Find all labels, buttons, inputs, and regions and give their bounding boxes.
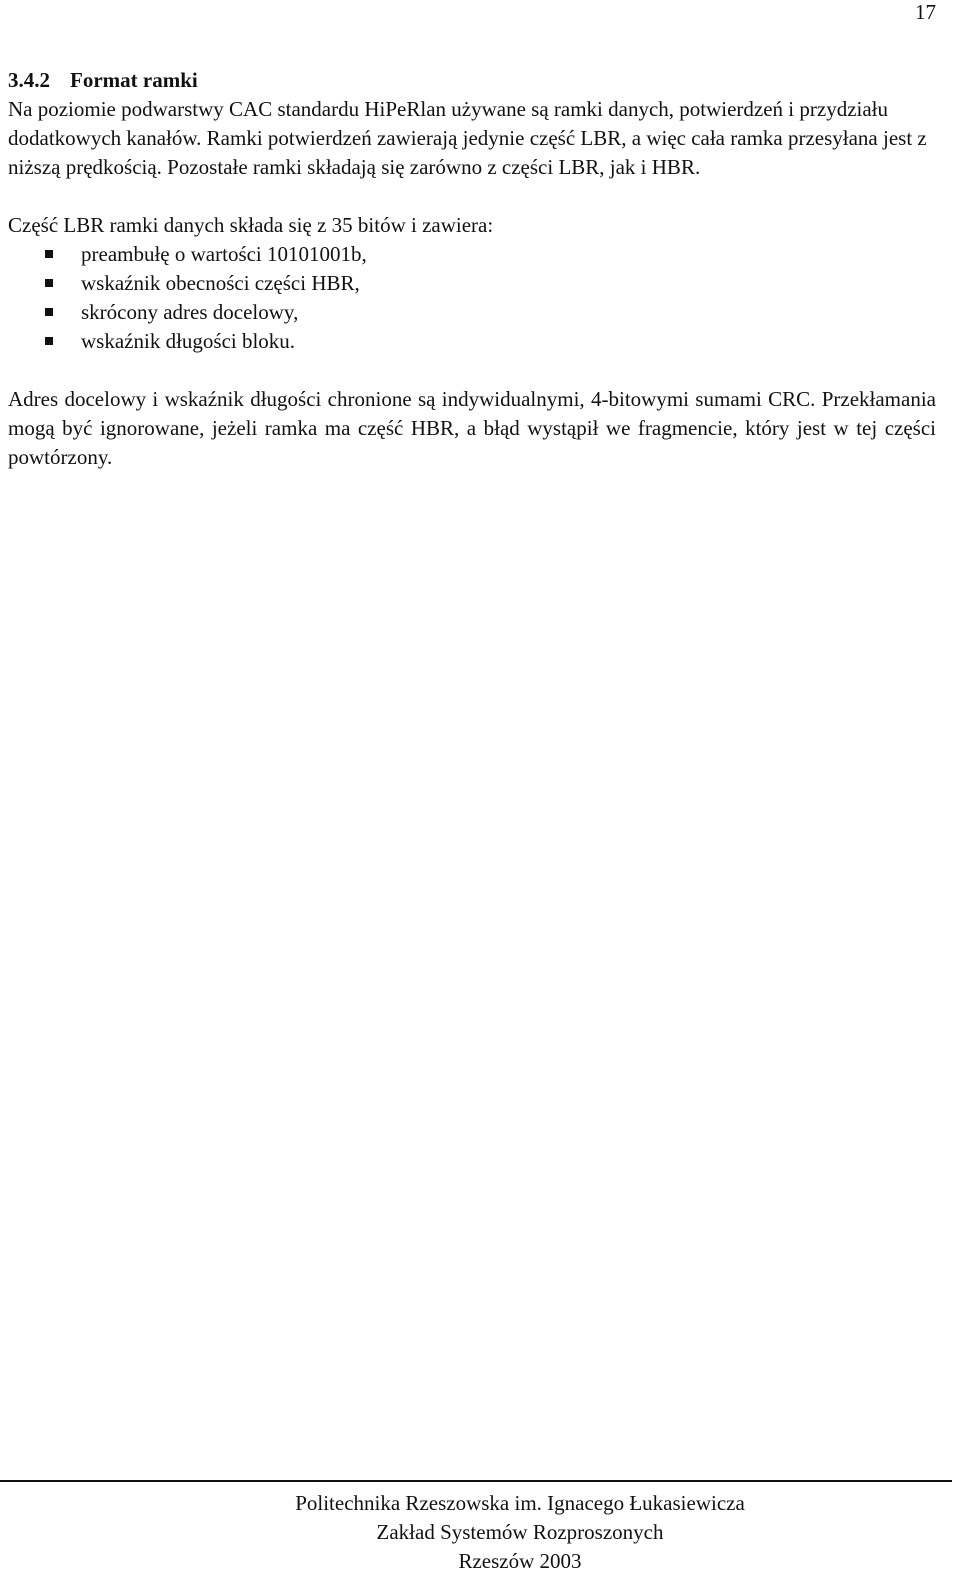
lbr-intro-paragraph: Część LBR ramki danych składa się z 35 bitów i zawiera:	[8, 213, 494, 237]
footer-place-year: Rzeszów 2003	[458, 1549, 582, 1573]
footer-department: Zakład Systemów Rozproszonych	[376, 1520, 664, 1544]
list-item	[8, 298, 936, 327]
list-item-text: skrócony adres docelowy,	[81, 300, 299, 324]
footer-divider	[0, 1480, 952, 1482]
bullet-square-icon	[45, 279, 53, 287]
list-item-text: wskaźnik długości bloku.	[81, 329, 296, 353]
list-item-text: wskaźnik obecności części HBR,	[81, 271, 360, 295]
bullet-square-icon	[45, 308, 53, 316]
bullet-square-icon	[45, 337, 53, 345]
list-item	[8, 327, 936, 356]
section-number: 3.4.2	[8, 68, 50, 92]
section-heading	[8, 66, 936, 95]
list-item-text: preambułę o wartości 10101001b,	[81, 242, 367, 266]
closing-paragraph: Adres docelowy i wskaźnik długości chronione są indywidualnymi, 4-bitowymi sumami CRC. Przekłamania mogą być ignorowane, jeżeli ramka ma część HBR, a błąd wystąpił we fragmencie, który jest w tej części powtórzony.	[8, 387, 936, 469]
footer	[0, 1489, 960, 1576]
document-body	[8, 66, 936, 472]
lbr-fields-list	[8, 240, 936, 356]
list-item	[8, 240, 936, 269]
list-item	[8, 269, 936, 298]
section-title: Format ramki	[70, 68, 198, 92]
bullet-square-icon	[45, 250, 53, 258]
page-number: 17	[915, 0, 936, 24]
intro-paragraph: Na poziomie podwarstwy CAC standardu HiPeRlan używane są ramki danych, potwierdzeń i przydziału dodatkowych kanałów. Ramki potwierdzeń zawierają jedynie część LBR, a więc cała ramka przesyłana jest z niższą prędkością. Pozostałe ramki składają się zarówno z części LBR, jak i HBR.	[8, 97, 927, 179]
footer-university: Politechnika Rzeszowska im. Ignacego Łukasiewicza	[295, 1491, 745, 1515]
